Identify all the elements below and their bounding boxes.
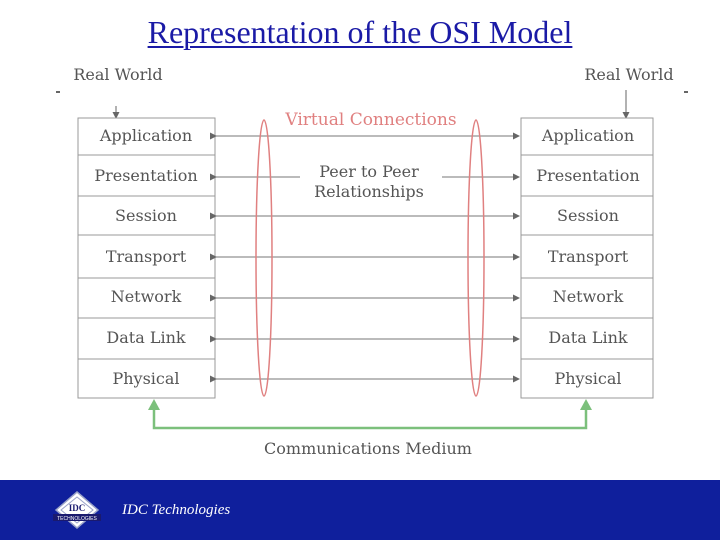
left-layer-presentation: Presentation — [94, 166, 198, 185]
footer-bar — [0, 480, 720, 540]
real-world-right-label: Real World — [584, 65, 674, 84]
virtual-connections-label: Virtual Connections — [285, 110, 457, 130]
left-layer-session: Session — [115, 206, 177, 225]
right-layer-session: Session — [557, 206, 619, 225]
left-layer-physical: Physical — [112, 369, 180, 388]
logo-text: IDC — [68, 503, 86, 513]
right-layer-presentation: Presentation — [536, 166, 640, 185]
logo-subtext: TECHNOLOGIES — [57, 516, 97, 522]
left-layer-application: Application — [99, 126, 193, 145]
peer-relationship-line1: Peer to Peer — [319, 162, 419, 181]
virtual-connection-right-ellipse — [468, 120, 484, 396]
right-layer-application: Application — [541, 126, 635, 145]
idc-logo-icon — [52, 490, 102, 530]
right-layer-network: Network — [552, 287, 624, 306]
communications-medium-label: Communications Medium — [264, 439, 472, 458]
right-layer-data-link: Data Link — [548, 328, 628, 347]
real-world-left-label: Real World — [73, 65, 163, 84]
left-layer-network: Network — [110, 287, 182, 306]
right-layer-stack — [521, 118, 653, 398]
peer-relationship-line2: Relationships — [314, 182, 424, 201]
medium-arrowhead-left — [148, 399, 160, 410]
left-layer-transport: Transport — [105, 247, 187, 266]
right-layer-transport: Transport — [547, 247, 629, 266]
communications-medium-path — [154, 404, 586, 428]
left-layer-data-link: Data Link — [106, 328, 186, 347]
left-layer-stack — [78, 118, 215, 398]
medium-arrowhead-right — [580, 399, 592, 410]
page-title: Representation of the OSI Model — [147, 14, 573, 50]
right-layer-physical: Physical — [554, 369, 622, 388]
virtual-connection-left-ellipse — [256, 120, 272, 396]
footer-brand-text: IDC Technologies — [122, 502, 231, 518]
